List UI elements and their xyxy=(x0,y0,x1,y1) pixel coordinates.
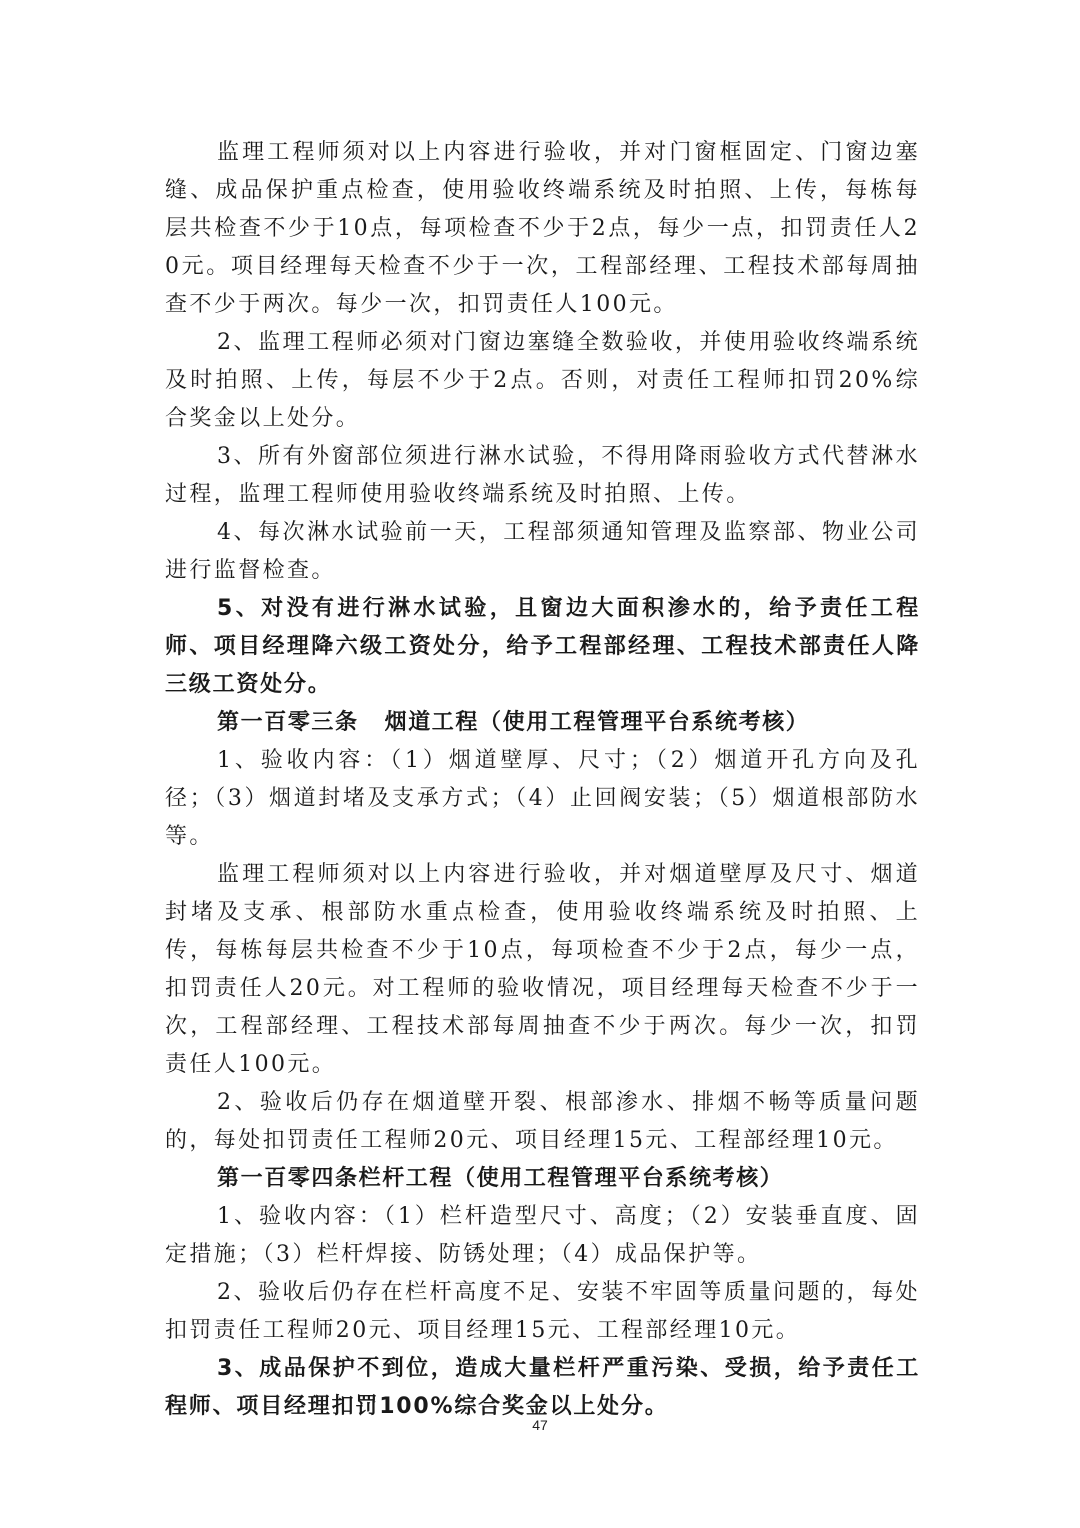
paragraph-railing-item-3-penalty: 3、成品保护不到位，造成大量栏杆严重污染、受损，给予责任工程师、项目经理扣罚100%综合奖金以上处分。 xyxy=(165,1356,920,1419)
paragraph-flue-supervision: 监理工程师须对以上内容进行验收，并对烟道壁厚及尺寸、烟道封堵及支承、根部防水重点检查，使用验收终端系统及时拍照、上传，每栋每层共检查不少于10点，每项检查不少于2点，每少一点，扣罚责任人20元。对工程师的验收情况，项目经理每天检查不少于一次，工程部经理、工程技术部每周抽查不少于两次。每少一次，扣罚责任人100元。 xyxy=(165,862,920,1077)
paragraph-railing-inspection-content: 1、验收内容：（1）栏杆造型尺寸、高度；（2）安装垂直度、固定措施；（3）栏杆焊接、防锈处理；（4）成品保护等。 xyxy=(165,1204,920,1267)
paragraph-item-3-water-test: 3、所有外窗部位须进行淋水试验，不得用降雨验收方式代替淋水过程，监理工程师使用验收终端系统及时拍照、上传。 xyxy=(165,444,920,507)
paragraph-railing-item-2-penalty: 2、验收后仍存在栏杆高度不足、安装不牢固等质量问题的，每处扣罚责任工程师20元、项目经理15元、工程部经理10元。 xyxy=(165,1280,920,1343)
article-103-title: 烟道工程（使用工程管理平台系统考核） xyxy=(384,710,810,735)
paragraph-item-4-notice: 4、每次淋水试验前一天，工程部须通知管理及监察部、物业公司进行监督检查。 xyxy=(165,520,920,583)
article-103-number: 第一百零三条 xyxy=(217,710,359,735)
paragraph-flue-inspection-content: 1、验收内容：（1）烟道壁厚、尺寸；（2）烟道开孔方向及孔径；（3）烟道封堵及支承方式；（4）止回阀安装；（5）烟道根部防水等。 xyxy=(165,748,920,849)
page-number: 47 xyxy=(532,1417,548,1433)
document-body xyxy=(165,134,920,1426)
paragraph-item-2-caulking: 2、监理工程师必须对门窗边塞缝全数验收，并使用验收终端系统及时拍照、上传，每层不少于2点。否则，对责任工程师扣罚20%综合奖金以上处分。 xyxy=(165,330,920,431)
paragraph-inspection-doors-windows: 监理工程师须对以上内容进行验收，并对门窗框固定、门窗边塞缝、成品保护重点检查，使用验收终端系统及时拍照、上传，每栋每层共检查不少于10点，每项检查不少于2点，每少一点，扣罚责任人20元。项目经理每天检查不少于一次，工程部经理、工程技术部每周抽查不少于两次。每少一次，扣罚责任人100元。 xyxy=(165,140,920,317)
article-104-heading: 第一百零四条栏杆工程（使用工程管理平台系统考核） xyxy=(217,1166,784,1191)
article-103-heading xyxy=(165,704,920,742)
paragraph-flue-item-2-penalty: 2、验收后仍存在烟道壁开裂、根部渗水、排烟不畅等质量问题的，每处扣罚责任工程师20元、项目经理15元、工程部经理10元。 xyxy=(165,1090,920,1153)
paragraph-item-5-penalty: 5、对没有进行淋水试验，且窗边大面积渗水的，给予责任工程师、项目经理降六级工资处分，给予工程部经理、工程技术部责任人降三级工资处分。 xyxy=(165,596,920,697)
